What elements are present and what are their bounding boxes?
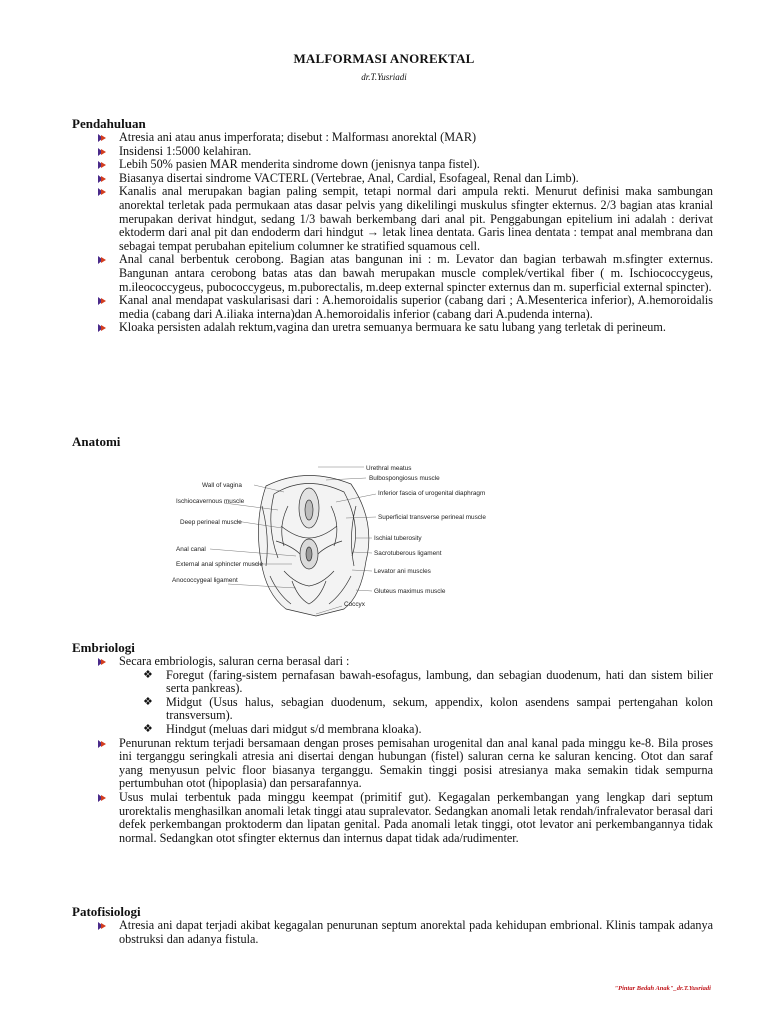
list-item: Biasanya disertai sindrome VACTERL (Vertebrae, Anal, Cardial, Esofageal, Renal dan Limb). [96,172,713,186]
patofisiologi-list [96,919,713,946]
figure-label: Bulbospongiosus muscle [369,475,440,482]
figure-label: Anal canal [176,546,206,553]
figure-label: Superficial transverse perineal muscle [378,514,486,521]
figure-label: Ischiocavernous muscle [176,498,245,505]
list-item: Usus mulai terbentuk pada minggu keempat (primitif gut). Kegagalan perkembangan yang lengkap dari septum urorektalis menghasilkan anomali letak tinggi atau supralevator. Sedangkan anomali letak rendah/infralevator berasal dari defek perkembangan proktoderm dan lipatan genital. Pada anomali letak tinggi, otot levator ani perkembangannya tidak normal. Sedangkan otot sfingter ekternus dan internus dapat tidak ada/rudimenter. [96,791,713,845]
document-author: dr.T.Yusriadi [361,72,407,82]
bullet-arrow-icon [96,657,108,667]
diamond-bullet-icon: ❖ [143,695,153,708]
figure-label: Ischial tuberosity [374,535,422,542]
diamond-bullet-icon: ❖ [143,668,153,681]
document-title: MALFORMASI ANOREKTAL [293,51,475,66]
list-item: Kloaka persisten adalah rektum,vagina dan uretra semuanya bermuara ke satu lubang yang terletak di perineum. [96,321,713,335]
bullet-arrow-icon [96,793,108,803]
pendahuluan-list [96,131,713,335]
bullet-arrow-icon [96,323,108,333]
bullet-arrow-icon [96,174,108,184]
list-item: Secara embriologis, saluran cerna berasal dari : ❖ Foregut (faring-sistem pernafasan bawah-esofagus, lambung, dan sebagian duodenum, hati dan sistem bilier serta pankreas). ❖ Midgut (Usus halus, sebagian duodenum, sekum, appendix, kolon asendens sampai pertengahan kolon transversum). ❖ Hindgut (meluas dari midgut s/d membrana kloaka). [96,655,713,737]
list-item: Lebih 50% pasien MAR menderita sindrome down (jenisnya tanpa fistel). [96,158,713,172]
list-item: Atresia ani atau anus imperforata; disebut : Malforması anorektal (MAR) [96,131,713,145]
section-heading-anatomi: Anatomi [72,434,121,449]
section-heading-patofisiologi: Patofisiologi [72,904,141,919]
figure-label: Inferior fascia of urogenital diaphragm [378,490,486,497]
figure-label: Coccyx [344,601,365,608]
list-item: Kanalis anal merupakan bagian paling sempit, tetapi normal dari ampula rekti. Menurut definisi maka sambungan anorektal terletak pada permukaan atas dasar pelvis yang dikelilingi muskulus sfingter ekternus. 2/3 bagian atas kranial merupakan derivat hindgut, sedang 1/3 bawah berkembang dari anal pit. Penggabungan epitelium ini adalah : derivat ektoderm dari anal pit dan endoderm dari hindgut → letak linea dentata. Garis linea dentata : tempat anal membrana dan sebagai tempat perubahan epitelium columner ke stratified squamous cell. [96,185,713,253]
embriologi-sublist [119,669,713,737]
list-item: Kanal anal mendapat vaskularisasi dari : A.hemoroidalis superior (cabang dari ; A.Mesenterica inferior), A.hemoroidalis media (cabang dari A.iliaka interna)dan A.hemoroidalis inferior (cabang dari A.pudenda interna). [96,294,713,321]
list-item: Insidensi 1:5000 kelahiran. [96,145,713,159]
list-item: Anal canal berbentuk cerobong. Bagian atas bangunan ini : m. Levator dan bagian terbawah m.sfingter externus. Bangunan antara cerobong batas atas dan bawah merupakan muscle complek/vertikal fiber ( m. Ischiococcygeus, m.ileococcygeus, pubococcygeus, m.puborectalis, m.deep external spincter externus dan m. superficial external spincter). [96,253,713,294]
section-heading-pendahuluan: Pendahuluan [72,116,146,131]
figure-label: Deep perineal muscle [180,519,242,526]
list-item: Atresia ani dapat terjadi akibat kegagalan penurunan septum anorektal pada kehidupan embrional. Klinis tampak adanya obstruksi dan adanya fistula. [96,919,713,946]
bullet-arrow-icon [96,921,108,931]
bullet-arrow-icon [96,147,108,157]
figure-label: Sacrotuberous ligament [374,550,442,557]
figure-label: Urethral meatus [366,465,412,472]
figure-label: Levator ani muscles [374,568,431,575]
section-heading-embriologi: Embriologi [72,640,135,655]
sub-list-item: ❖ Midgut (Usus halus, sebagian duodenum, sekum, appendix, kolon asendens sampai pertengahan kolon transversum). [143,694,713,723]
page-footer: "Pintar Bedah Anak"_dr.T.Yusriadi [614,985,711,992]
bullet-arrow-icon [96,160,108,170]
anatomy-illustration [258,475,368,616]
figure-label: Anococcygeal ligament [172,577,238,584]
list-item: Penurunan rektum terjadi bersamaan dengan proses pemisahan urogenital dan anal kanal pada minggu ke-8. Bila proses ini terganggu seringkali atresia ani disertai dengan hubungan (fistel) saluran cerna ke saluran kencing. Otot dan saraf yang menyusun pelvic floor biasanya terganggu. Semakin tinggi posisi atresianya maka semakin tidak sempurna pertumbuhan otot (hipoplasia) dan persarafannya. [96,737,713,791]
diamond-bullet-icon: ❖ [143,722,153,735]
sub-list-item: ❖ Foregut (faring-sistem pernafasan bawah-esofagus, lambung, dan sebagian duodenum, hati dan sistem bilier serta pankreas). [143,667,713,696]
bullet-arrow-icon [96,187,108,197]
sub-list-item: ❖ Hindgut (meluas dari midgut s/d membrana kloaka). [143,721,422,736]
figure-label: External anal sphincter muscle [176,561,264,568]
embriologi-list [96,655,713,845]
figure-label: Gluteus maximus muscle [374,588,446,595]
perineum-anatomy-figure [166,465,486,616]
bullet-arrow-icon [96,739,108,749]
bullet-arrow-icon [96,133,108,143]
figure-label: Wall of vagina [202,482,242,489]
bullet-arrow-icon [96,255,108,265]
bullet-arrow-icon [96,296,108,306]
